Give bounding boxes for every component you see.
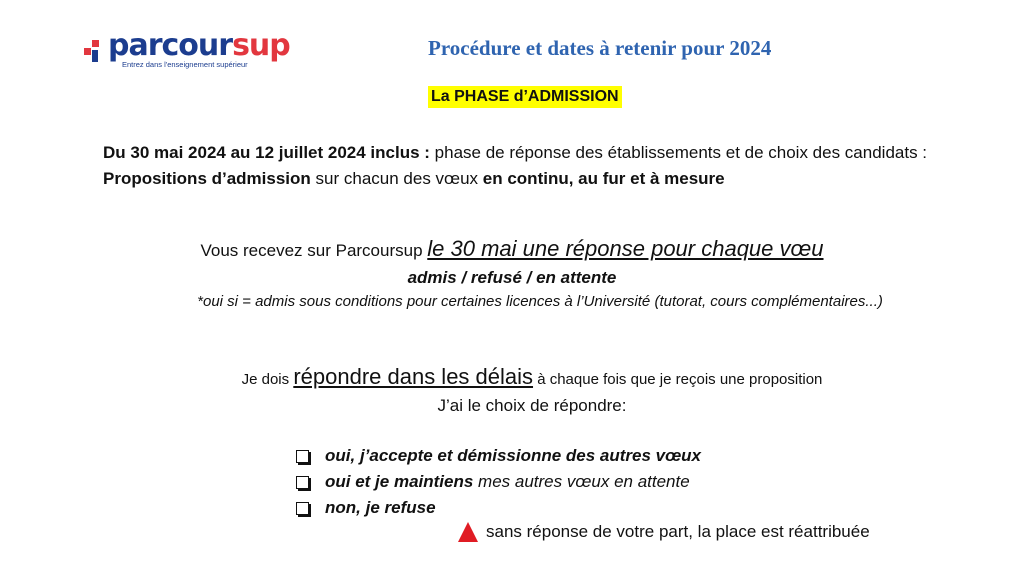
option-accept [296,443,701,469]
warning-triangle-icon [458,522,478,542]
page-title: Procédure et dates à retenir pour 2024 [428,36,772,60]
reply-prefix: Je dois [241,371,294,388]
warning-line [458,522,870,542]
intro-propositions: Propositions d’admission [103,169,311,188]
intro-continu: en continu, au fur et à mesure [482,169,725,188]
option-maintain [296,469,701,495]
responses-note: *oui si = admis sous conditions pour certaines licences à l’Université (tutorat, cours complémentaires...) [197,293,883,310]
intro-paragraph [103,140,963,192]
checkbox-icon [296,476,309,489]
option-refuse-bold: non, je refuse [325,498,436,517]
options-list [296,443,701,521]
parcoursup-logo [82,28,290,72]
intro-text2: sur chacun des vœux [310,169,483,188]
option-refuse [296,495,701,521]
phase-label: La PHASE d’ADMISSION [428,86,622,108]
responses-highlight: le 30 mai une réponse pour chaque vœu [427,236,824,261]
logo-wordmark: parcoursup [108,28,290,63]
responses-line [0,236,1024,262]
reply-highlight: répondre dans les délais [293,364,534,389]
responses-prefix: Vous recevez sur Parcoursup [200,241,428,260]
intro-text1: phase de réponse des établissements et de choix des candidats : [429,143,928,162]
intro-dates: Du 30 mai 2024 au 12 juillet 2024 inclus : [103,143,430,162]
checkbox-icon [296,450,309,463]
responses-types: admis / refusé / en attente [407,268,617,287]
logo-tagline: Entrez dans l'enseignement supérieur [122,60,248,69]
checkbox-icon [296,502,309,515]
option-accept-bold: oui, j’accepte et démissionne des autres vœux [325,446,702,465]
option-maintain-rest: mes autres vœux en attente [473,472,690,491]
warning-text: sans réponse de votre part, la place est réattribuée [486,522,870,541]
parcoursup-logo-icon [82,38,106,64]
reply-choice: J’ai le choix de répondre: [437,396,627,415]
reply-suffix: à chaque fois que je reçois une proposition [533,371,823,388]
option-maintain-bold: oui et je maintiens [325,472,474,491]
reply-line [20,364,1024,390]
